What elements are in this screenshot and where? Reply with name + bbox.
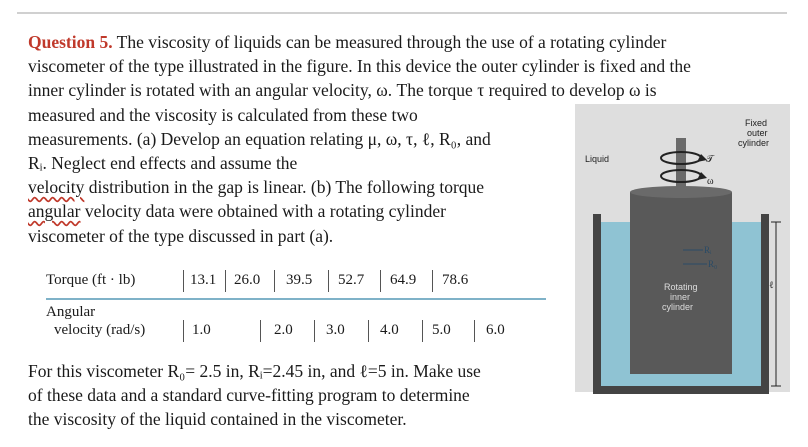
liquid-label: Liquid (585, 154, 610, 164)
footer-text (28, 359, 568, 431)
rotating-label-3: cylinder (662, 302, 694, 312)
velocity-cell: 5.0 (432, 322, 451, 338)
rotating-label-2: inner (670, 292, 691, 302)
fixed-label-2: outer (747, 128, 768, 138)
spellcheck-word-velocity: velocity (28, 177, 85, 198)
rotating-label-1: Rotating (664, 282, 698, 292)
viscometer-figure (575, 104, 790, 442)
velocity-cell: 4.0 (380, 322, 399, 338)
velocity-row-label-b: velocity (rad/s) (54, 322, 146, 338)
torque-cell: 64.9 (390, 272, 417, 288)
problem-line-7: velocity distribution in the gap is linear. (b) The following torque (28, 177, 485, 198)
problem-line-1: Question 5. The viscosity of liquids can be measured through the use of a rotating cylinder (28, 32, 667, 52)
problem-line-2: viscometer of the type illustrated in the figure. In this device the outer cylinder is fixed and the (28, 56, 691, 77)
problem-line-6: Rᵢ. Neglect end effects and assume the (28, 153, 298, 174)
question-label: Question 5. (28, 32, 113, 52)
velocity-cell: 2.0 (274, 322, 293, 338)
ro-label: R₀ (708, 259, 718, 269)
torque-cell: 26.0 (234, 272, 261, 288)
velocity-cell: 6.0 (486, 322, 505, 338)
footer-line-1: For this viscometer R₀= 2.5 in, Rᵢ=2.45 in, and ℓ=5 in. Make use (28, 361, 481, 381)
ell-label: ℓ (769, 280, 774, 291)
fixed-label-1: Fixed (745, 118, 768, 128)
velocity-cell: 3.0 (326, 322, 345, 338)
velocity-row-label-a: Angular (46, 304, 96, 320)
spellcheck-word-angular: angular (28, 201, 81, 222)
problem-line-3: inner cylinder is rotated with an angular velocity, ω. The torque τ required to develop ω is (28, 80, 657, 101)
problem-line-8: angular velocity data were obtained with a rotating cylinder (28, 201, 446, 222)
torque-symbol: 𝒯 (706, 154, 714, 165)
viscometer-diagram (575, 104, 790, 442)
problem-line-5: measurements. (a) Develop an equation relating μ, ω, τ, ℓ, R₀, and (28, 128, 491, 149)
torque-cell: 78.6 (442, 272, 469, 288)
torque-cell: 52.7 (338, 272, 365, 288)
problem-line-9: viscometer of the type discussed in part (a). (28, 225, 334, 246)
torque-cell: 13.1 (190, 272, 217, 288)
problem-line-4: measured and the viscosity is calculated from these two (28, 104, 418, 125)
fixed-label-3: cylinder (738, 138, 770, 148)
footer-line-3: the viscosity of the liquid contained in the viscometer. (28, 409, 407, 429)
torque-cell: 39.5 (286, 272, 313, 288)
footer-line-2: of these data and a standard curve-fitting program to determine (28, 385, 470, 405)
table-rule (46, 298, 546, 300)
ri-label: Rᵢ (704, 245, 712, 255)
torque-row-label: Torque (ft · lb) (46, 272, 136, 288)
problem-statement (28, 30, 691, 248)
velocity-cell: 1.0 (192, 322, 211, 338)
omega-symbol: ω (707, 176, 714, 187)
